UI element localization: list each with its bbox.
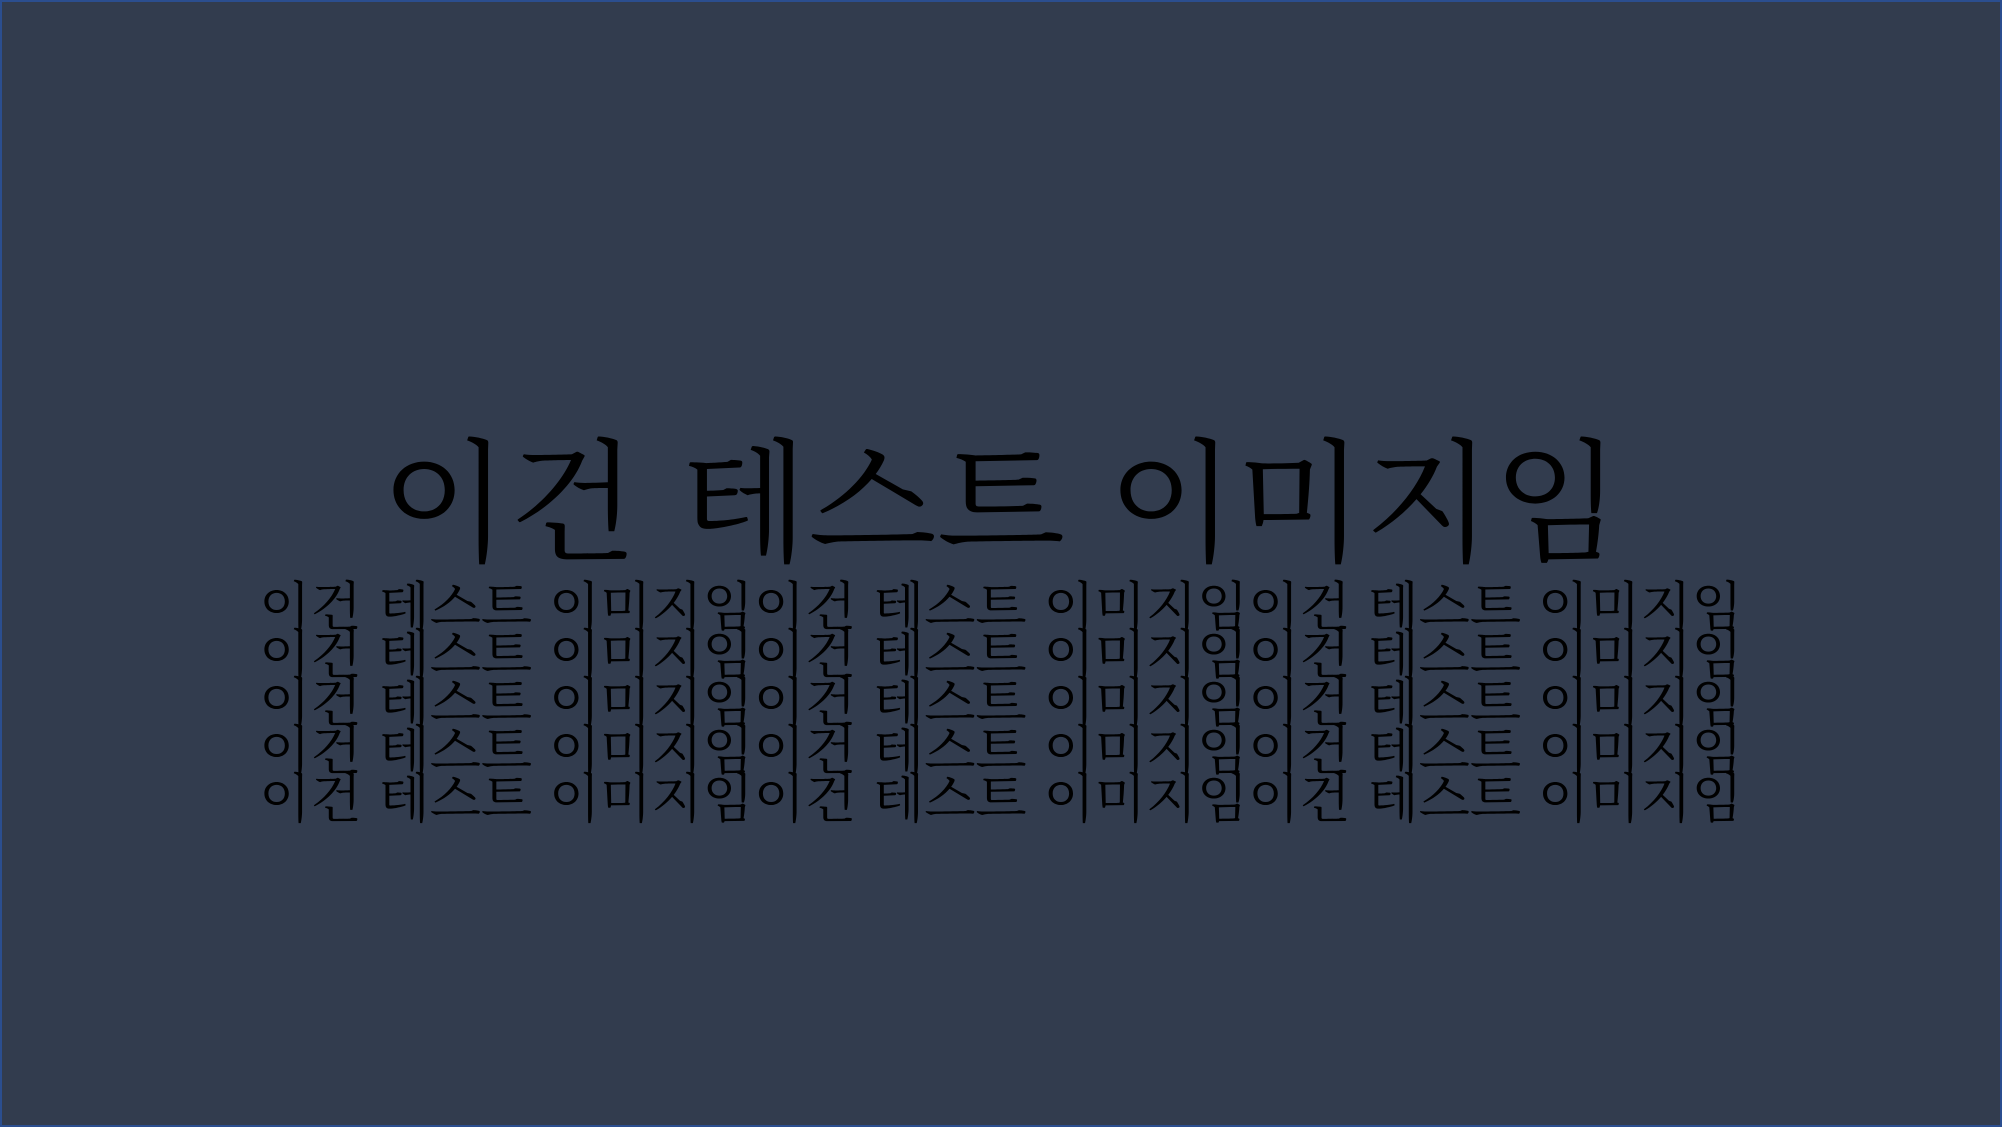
slide-title: 이건 테스트 이미지임: [380, 428, 1622, 582]
body-line: 이건 테스트 이미지임이건 테스트 이미지임이건 테스트 이미지임: [259, 577, 1743, 638]
body-line: 이건 테스트 이미지임이건 테스트 이미지임이건 테스트 이미지임: [259, 625, 1743, 686]
body-line: 이건 테스트 이미지임이건 테스트 이미지임이건 테스트 이미지임: [259, 721, 1743, 782]
body-line: 이건 테스트 이미지임이건 테스트 이미지임이건 테스트 이미지임: [259, 769, 1743, 830]
slide-content: [2, 428, 2000, 830]
slide-body: [259, 577, 1743, 830]
body-line: 이건 테스트 이미지임이건 테스트 이미지임이건 테스트 이미지임: [259, 673, 1743, 734]
